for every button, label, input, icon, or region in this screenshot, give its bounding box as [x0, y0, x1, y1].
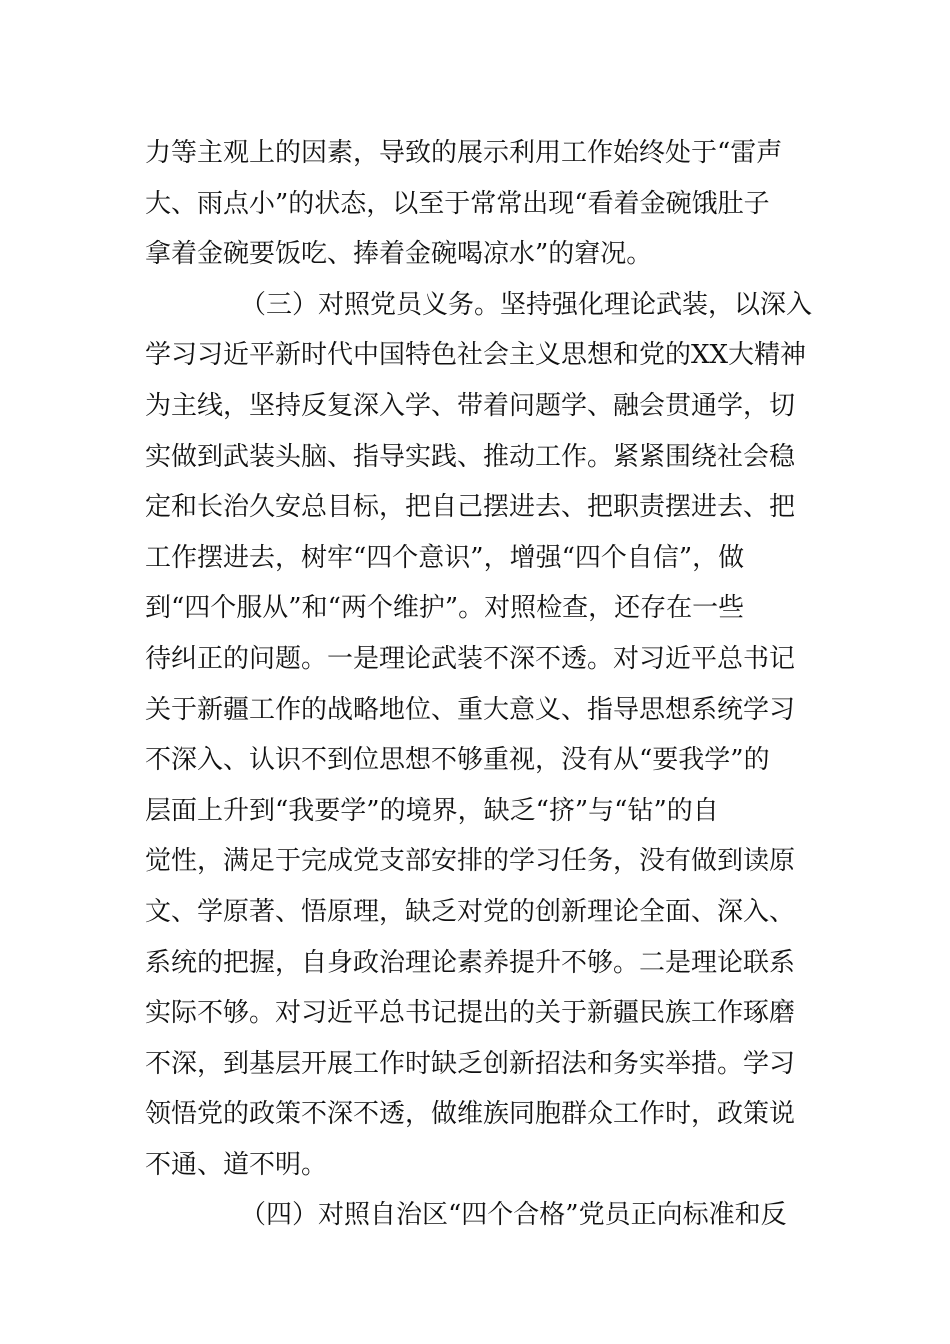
text-line: 待纠正的问题。一是理论武装不深不透。对习近平总书记	[145, 643, 796, 674]
section-heading-line: （三）对照党员义务。坚持强化理论武装，以深入	[240, 289, 813, 320]
text-line: 工作摆进去，树牢“四个意识”，增强“四个自信”，做	[145, 542, 745, 573]
text-line: 学习习近平新时代中国特色社会主义思想和党的XX大精神	[145, 340, 807, 371]
text-line: 领悟党的政策不深不透，做维族同胞群众工作时，政策说	[145, 1099, 796, 1130]
text-line: 拿着金碗要饭吃、捧着金碗喝凉水”的窘况。	[145, 239, 653, 270]
section-heading-line: （四）对照自治区“四个合格”党员正向标准和反	[240, 1200, 787, 1231]
text-line: 为主线，坚持反复深入学、带着问题学、融会贯通学，切	[145, 390, 796, 421]
text-line: 觉性，满足于完成党支部安排的学习任务，没有做到读原	[145, 846, 796, 877]
text-line: 实际不够。对习近平总书记提出的关于新疆民族工作琢磨	[145, 998, 796, 1029]
text-line: 文、学原著、悟原理，缺乏对党的创新理论全面、深入、	[145, 896, 796, 927]
text-line: 定和长治久安总目标，把自己摆进去、把职责摆进去、把	[145, 492, 796, 523]
text-line: 关于新疆工作的战略地位、重大意义、指导思想系统学习	[145, 694, 796, 725]
text-line: 不深入、认识不到位思想不够重视，没有从“要我学”的	[145, 745, 770, 776]
text-line: 不通、道不明。	[145, 1149, 328, 1180]
text-line: 系统的把握，自身政治理论素养提升不够。二是理论联系	[145, 947, 796, 978]
text-line: 层面上升到“我要学”的境界，缺乏“挤”与“钻”的自	[145, 795, 719, 826]
text-line: 大、雨点小”的状态，以至于常常出现“看着金碗饿肚子	[145, 188, 770, 219]
text-line: 力等主观上的因素，导致的展示利用工作始终处于“雷声	[145, 138, 783, 168]
text-line: 到“四个服从”和“两个维护”。对照检查，还存在一些	[145, 593, 745, 624]
document-body	[145, 128, 815, 1241]
text-line: 实做到武装头脑、指导实践、推动工作。紧紧围绕社会稳	[145, 441, 796, 472]
text-line: 不深，到基层开展工作时缺乏创新招法和务实举措。学习	[145, 1048, 796, 1079]
